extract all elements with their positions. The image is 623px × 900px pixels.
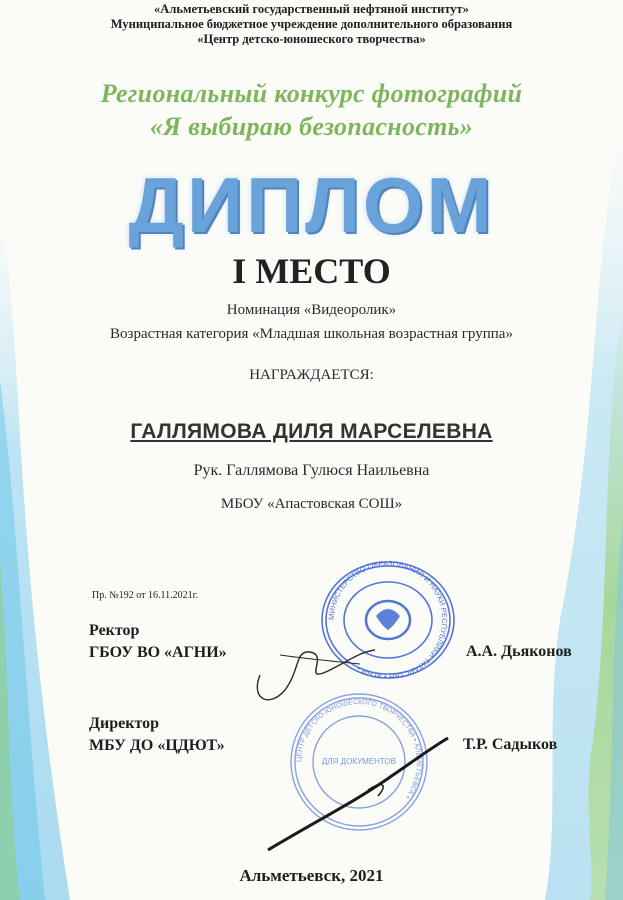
contest-line-2: «Я выбираю безопасность» — [149, 112, 474, 141]
signatory-1-org: ГБОУ ВО «АГНИ» — [89, 644, 227, 661]
place-label: I МЕСТО — [232, 251, 391, 291]
awardee-name: ГАЛЛЯМОВА ДИЛЯ МАРСЕЛЕВНА — [130, 420, 493, 443]
contest-line-1: Региональный конкурс фотографий — [100, 79, 523, 108]
diploma-title: ДИПЛОМ — [128, 161, 495, 249]
stamp-ring-text-2: ЦЕНТР ДЕТСКО-ЮНОШЕСКОГО ТВОРЧЕСТВА • АЛЬМЕТЬЕВСК • — [295, 698, 423, 800]
signatory-2-org: МБУ ДО «ЦДЮТ» — [89, 737, 225, 754]
signatory-2-title: Директор — [89, 715, 159, 732]
stamp-ring-text: МИНИСТЕРСТВО ОБРАЗОВАНИЯ И НАУКИ РЕСПУБЛИКИ ТАТАРСТАН • АГНИ • — [326, 558, 450, 682]
nomination-text: Номинация «Видеоролик» — [226, 302, 397, 318]
supervisor-text: Рук. Галлямова Гулюся Наильевна — [193, 462, 430, 479]
age-category-text: Возрастная категория «Младшая школьная возрастная группа» — [110, 326, 513, 342]
header-line-1: «Альметьевский государственный нефтяной институт» — [154, 2, 469, 16]
signatory-2-name: Т.Р. Садыков — [463, 736, 558, 753]
signatory-1-name: А.А. Дьяконов — [466, 643, 572, 660]
footer-city-year: Альметьевск, 2021 — [239, 866, 384, 885]
stamp-center-text: ДЛЯ ДОКУМЕНТОВ — [321, 757, 397, 766]
header-line-3: «Центр детско-юношеского творчества» — [197, 32, 426, 46]
awarded-label: НАГРАЖДАЕТСЯ: — [249, 367, 374, 383]
school-text: МБОУ «Апастовская СОШ» — [220, 496, 403, 512]
header-line-2: Муниципальное бюджетное учреждение дополнительного образования — [110, 17, 513, 31]
signatory-2 — [89, 713, 225, 757]
stamp-emblem-icon — [376, 609, 400, 630]
signatory-1 — [89, 620, 227, 664]
rector-signature — [240, 630, 380, 710]
order-reference: Пр. №192 от 16.11.2021г. — [92, 590, 199, 601]
signatory-1-title: Ректор — [89, 622, 140, 639]
director-signature — [258, 730, 458, 860]
